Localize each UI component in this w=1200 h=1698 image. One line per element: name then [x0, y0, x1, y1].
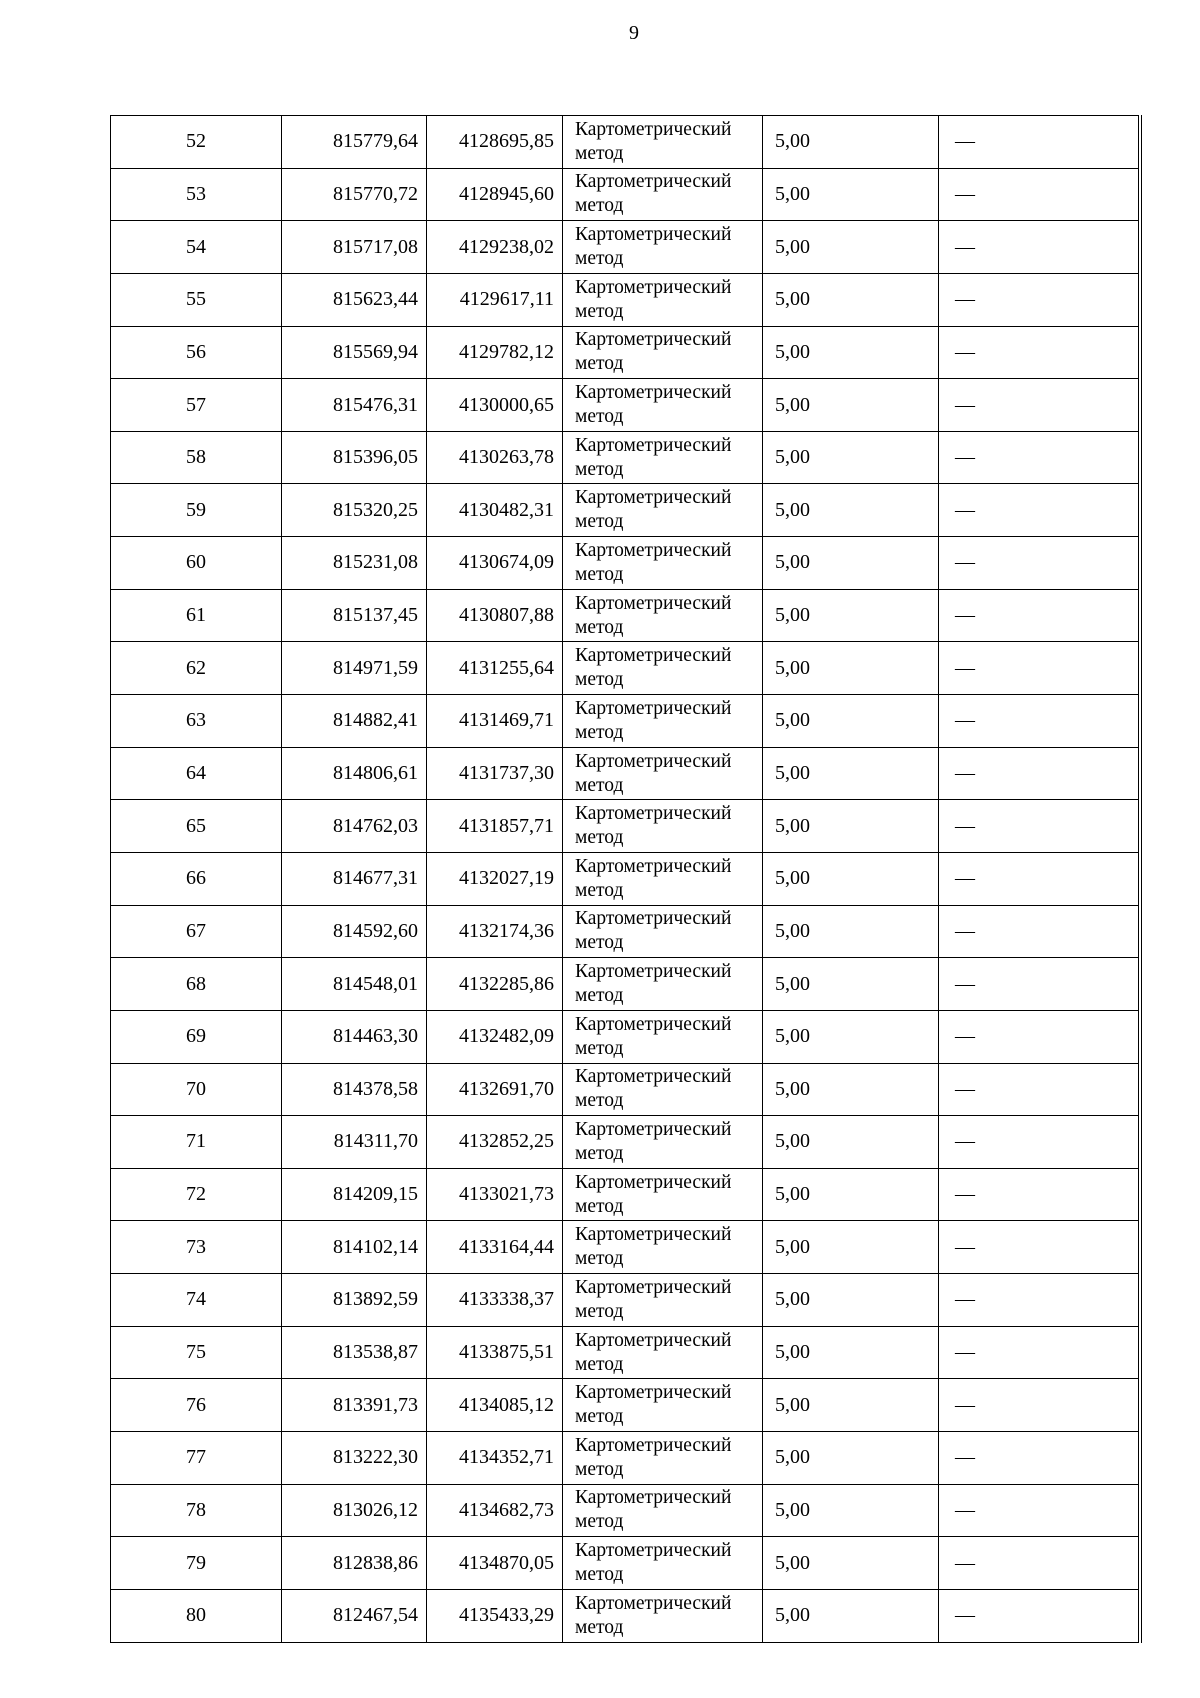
x-coordinate-cell: 814677,31	[282, 852, 427, 905]
method-cell: Картометрический метод	[563, 431, 763, 484]
y-coordinate-cell: 4133338,37	[427, 1274, 563, 1327]
description-cell: —	[939, 1589, 1140, 1642]
y-coordinate-cell: 4131737,30	[427, 747, 563, 800]
coordinates-table-body	[111, 116, 1140, 1643]
description-cell: —	[939, 1221, 1140, 1274]
point-number-cell: 76	[111, 1379, 282, 1432]
table-row	[111, 747, 1140, 800]
description-cell: —	[939, 1063, 1140, 1116]
x-coordinate-cell: 815569,94	[282, 326, 427, 379]
method-cell: Картометрический метод	[563, 1010, 763, 1063]
method-cell: Картометрический метод	[563, 1589, 763, 1642]
point-number-cell: 52	[111, 116, 282, 169]
description-cell: —	[939, 537, 1140, 590]
y-coordinate-cell: 4130000,65	[427, 379, 563, 432]
x-coordinate-cell: 815231,08	[282, 537, 427, 590]
y-coordinate-cell: 4133021,73	[427, 1168, 563, 1221]
description-cell: —	[939, 1484, 1140, 1537]
table-row	[111, 1063, 1140, 1116]
point-number-cell: 75	[111, 1326, 282, 1379]
point-number-cell: 77	[111, 1432, 282, 1485]
accuracy-cell: 5,00	[763, 1274, 939, 1327]
accuracy-cell: 5,00	[763, 1432, 939, 1485]
description-cell: —	[939, 221, 1140, 274]
method-cell: Картометрический метод	[563, 1326, 763, 1379]
x-coordinate-cell: 814971,59	[282, 642, 427, 695]
method-cell: Картометрический метод	[563, 747, 763, 800]
table-row	[111, 1116, 1140, 1169]
point-number-cell: 61	[111, 589, 282, 642]
point-number-cell: 72	[111, 1168, 282, 1221]
y-coordinate-cell: 4134682,73	[427, 1484, 563, 1537]
method-cell: Картометрический метод	[563, 1221, 763, 1274]
table-row	[111, 695, 1140, 748]
y-coordinate-cell: 4128695,85	[427, 116, 563, 169]
description-cell: —	[939, 589, 1140, 642]
accuracy-cell: 5,00	[763, 379, 939, 432]
point-number-cell: 78	[111, 1484, 282, 1537]
accuracy-cell: 5,00	[763, 1589, 939, 1642]
description-cell: —	[939, 958, 1140, 1011]
point-number-cell: 70	[111, 1063, 282, 1116]
method-cell: Картометрический метод	[563, 273, 763, 326]
accuracy-cell: 5,00	[763, 852, 939, 905]
description-cell: —	[939, 431, 1140, 484]
table-row	[111, 642, 1140, 695]
accuracy-cell: 5,00	[763, 221, 939, 274]
method-cell: Картометрический метод	[563, 1274, 763, 1327]
table-row	[111, 1168, 1140, 1221]
x-coordinate-cell: 815396,05	[282, 431, 427, 484]
point-number-cell: 55	[111, 273, 282, 326]
x-coordinate-cell: 815717,08	[282, 221, 427, 274]
point-number-cell: 65	[111, 800, 282, 853]
point-number-cell: 66	[111, 852, 282, 905]
y-coordinate-cell: 4130807,88	[427, 589, 563, 642]
description-cell: —	[939, 1326, 1140, 1379]
description-cell: —	[939, 642, 1140, 695]
x-coordinate-cell: 814548,01	[282, 958, 427, 1011]
method-cell: Картометрический метод	[563, 695, 763, 748]
x-coordinate-cell: 815779,64	[282, 116, 427, 169]
accuracy-cell: 5,00	[763, 168, 939, 221]
table-row	[111, 431, 1140, 484]
table-row	[111, 116, 1140, 169]
y-coordinate-cell: 4130263,78	[427, 431, 563, 484]
x-coordinate-cell: 812838,86	[282, 1537, 427, 1590]
y-coordinate-cell: 4129617,11	[427, 273, 563, 326]
accuracy-cell: 5,00	[763, 1168, 939, 1221]
table-row	[111, 273, 1140, 326]
accuracy-cell: 5,00	[763, 905, 939, 958]
point-number-cell: 74	[111, 1274, 282, 1327]
method-cell: Картометрический метод	[563, 326, 763, 379]
description-cell: —	[939, 1537, 1140, 1590]
x-coordinate-cell: 814209,15	[282, 1168, 427, 1221]
table-row	[111, 1537, 1140, 1590]
y-coordinate-cell: 4130482,31	[427, 484, 563, 537]
point-number-cell: 80	[111, 1589, 282, 1642]
method-cell: Картометрический метод	[563, 1484, 763, 1537]
accuracy-cell: 5,00	[763, 484, 939, 537]
x-coordinate-cell: 814311,70	[282, 1116, 427, 1169]
accuracy-cell: 5,00	[763, 800, 939, 853]
x-coordinate-cell: 814882,41	[282, 695, 427, 748]
x-coordinate-cell: 814806,61	[282, 747, 427, 800]
accuracy-cell: 5,00	[763, 1537, 939, 1590]
y-coordinate-cell: 4131469,71	[427, 695, 563, 748]
y-coordinate-cell: 4134870,05	[427, 1537, 563, 1590]
x-coordinate-cell: 813538,87	[282, 1326, 427, 1379]
description-cell: —	[939, 1010, 1140, 1063]
y-coordinate-cell: 4132852,25	[427, 1116, 563, 1169]
description-cell: —	[939, 1116, 1140, 1169]
y-coordinate-cell: 4134085,12	[427, 1379, 563, 1432]
accuracy-cell: 5,00	[763, 589, 939, 642]
y-coordinate-cell: 4129782,12	[427, 326, 563, 379]
method-cell: Картометрический метод	[563, 537, 763, 590]
table-row	[111, 168, 1140, 221]
point-number-cell: 79	[111, 1537, 282, 1590]
accuracy-cell: 5,00	[763, 1010, 939, 1063]
accuracy-cell: 5,00	[763, 1221, 939, 1274]
point-number-cell: 73	[111, 1221, 282, 1274]
y-coordinate-cell: 4129238,02	[427, 221, 563, 274]
x-coordinate-cell: 812467,54	[282, 1589, 427, 1642]
table-row	[111, 852, 1140, 905]
y-coordinate-cell: 4134352,71	[427, 1432, 563, 1485]
y-coordinate-cell: 4135433,29	[427, 1589, 563, 1642]
x-coordinate-cell: 815320,25	[282, 484, 427, 537]
description-cell: —	[939, 116, 1140, 169]
table-row	[111, 1010, 1140, 1063]
table-row	[111, 1589, 1140, 1642]
description-cell: —	[939, 1274, 1140, 1327]
y-coordinate-cell: 4132691,70	[427, 1063, 563, 1116]
description-cell: —	[939, 379, 1140, 432]
method-cell: Картометрический метод	[563, 379, 763, 432]
accuracy-cell: 5,00	[763, 431, 939, 484]
table-row	[111, 958, 1140, 1011]
point-number-cell: 57	[111, 379, 282, 432]
accuracy-cell: 5,00	[763, 537, 939, 590]
table-row	[111, 326, 1140, 379]
y-coordinate-cell: 4132174,36	[427, 905, 563, 958]
x-coordinate-cell: 813222,30	[282, 1432, 427, 1485]
point-number-cell: 68	[111, 958, 282, 1011]
table-row	[111, 1326, 1140, 1379]
y-coordinate-cell: 4132285,86	[427, 958, 563, 1011]
y-coordinate-cell: 4130674,09	[427, 537, 563, 590]
y-coordinate-cell: 4128945,60	[427, 168, 563, 221]
accuracy-cell: 5,00	[763, 326, 939, 379]
coordinates-table-wrapper	[110, 115, 1139, 1643]
table-row	[111, 800, 1140, 853]
method-cell: Картометрический метод	[563, 905, 763, 958]
point-number-cell: 59	[111, 484, 282, 537]
x-coordinate-cell: 815623,44	[282, 273, 427, 326]
table-row	[111, 589, 1140, 642]
x-coordinate-cell: 813892,59	[282, 1274, 427, 1327]
accuracy-cell: 5,00	[763, 1326, 939, 1379]
accuracy-cell: 5,00	[763, 695, 939, 748]
accuracy-cell: 5,00	[763, 1063, 939, 1116]
method-cell: Картометрический метод	[563, 852, 763, 905]
point-number-cell: 60	[111, 537, 282, 590]
table-row	[111, 379, 1140, 432]
description-cell: —	[939, 273, 1140, 326]
y-coordinate-cell: 4131857,71	[427, 800, 563, 853]
accuracy-cell: 5,00	[763, 1379, 939, 1432]
page-number: 9	[629, 22, 639, 44]
x-coordinate-cell: 814378,58	[282, 1063, 427, 1116]
y-coordinate-cell: 4133875,51	[427, 1326, 563, 1379]
coordinates-table	[110, 115, 1142, 1643]
table-row	[111, 484, 1140, 537]
point-number-cell: 69	[111, 1010, 282, 1063]
table-row	[111, 1221, 1140, 1274]
point-number-cell: 71	[111, 1116, 282, 1169]
point-number-cell: 54	[111, 221, 282, 274]
description-cell: —	[939, 1168, 1140, 1221]
point-number-cell: 56	[111, 326, 282, 379]
point-number-cell: 62	[111, 642, 282, 695]
table-row	[111, 1484, 1140, 1537]
x-coordinate-cell: 813026,12	[282, 1484, 427, 1537]
table-row	[111, 905, 1140, 958]
table-row	[111, 537, 1140, 590]
method-cell: Картометрический метод	[563, 1537, 763, 1590]
method-cell: Картометрический метод	[563, 484, 763, 537]
description-cell: —	[939, 800, 1140, 853]
point-number-cell: 67	[111, 905, 282, 958]
method-cell: Картометрический метод	[563, 642, 763, 695]
method-cell: Картометрический метод	[563, 589, 763, 642]
method-cell: Картометрический метод	[563, 1116, 763, 1169]
y-coordinate-cell: 4132482,09	[427, 1010, 563, 1063]
table-row	[111, 1379, 1140, 1432]
description-cell: —	[939, 326, 1140, 379]
method-cell: Картометрический метод	[563, 1063, 763, 1116]
description-cell: —	[939, 747, 1140, 800]
description-cell: —	[939, 1379, 1140, 1432]
method-cell: Картометрический метод	[563, 221, 763, 274]
x-coordinate-cell: 815137,45	[282, 589, 427, 642]
accuracy-cell: 5,00	[763, 958, 939, 1011]
accuracy-cell: 5,00	[763, 1116, 939, 1169]
description-cell: —	[939, 852, 1140, 905]
x-coordinate-cell: 813391,73	[282, 1379, 427, 1432]
accuracy-cell: 5,00	[763, 747, 939, 800]
description-cell: —	[939, 905, 1140, 958]
point-number-cell: 53	[111, 168, 282, 221]
description-cell: —	[939, 484, 1140, 537]
x-coordinate-cell: 814463,30	[282, 1010, 427, 1063]
method-cell: Картометрический метод	[563, 1432, 763, 1485]
method-cell: Картометрический метод	[563, 116, 763, 169]
table-row	[111, 1432, 1140, 1485]
point-number-cell: 64	[111, 747, 282, 800]
x-coordinate-cell: 814592,60	[282, 905, 427, 958]
method-cell: Картометрический метод	[563, 168, 763, 221]
accuracy-cell: 5,00	[763, 642, 939, 695]
x-coordinate-cell: 815476,31	[282, 379, 427, 432]
table-row	[111, 221, 1140, 274]
y-coordinate-cell: 4131255,64	[427, 642, 563, 695]
accuracy-cell: 5,00	[763, 273, 939, 326]
description-cell: —	[939, 695, 1140, 748]
accuracy-cell: 5,00	[763, 116, 939, 169]
y-coordinate-cell: 4133164,44	[427, 1221, 563, 1274]
point-number-cell: 63	[111, 695, 282, 748]
table-row	[111, 1274, 1140, 1327]
point-number-cell: 58	[111, 431, 282, 484]
x-coordinate-cell: 814762,03	[282, 800, 427, 853]
y-coordinate-cell: 4132027,19	[427, 852, 563, 905]
accuracy-cell: 5,00	[763, 1484, 939, 1537]
x-coordinate-cell: 815770,72	[282, 168, 427, 221]
description-cell: —	[939, 168, 1140, 221]
description-cell: —	[939, 1432, 1140, 1485]
method-cell: Картометрический метод	[563, 1379, 763, 1432]
method-cell: Картометрический метод	[563, 1168, 763, 1221]
method-cell: Картометрический метод	[563, 800, 763, 853]
method-cell: Картометрический метод	[563, 958, 763, 1011]
x-coordinate-cell: 814102,14	[282, 1221, 427, 1274]
